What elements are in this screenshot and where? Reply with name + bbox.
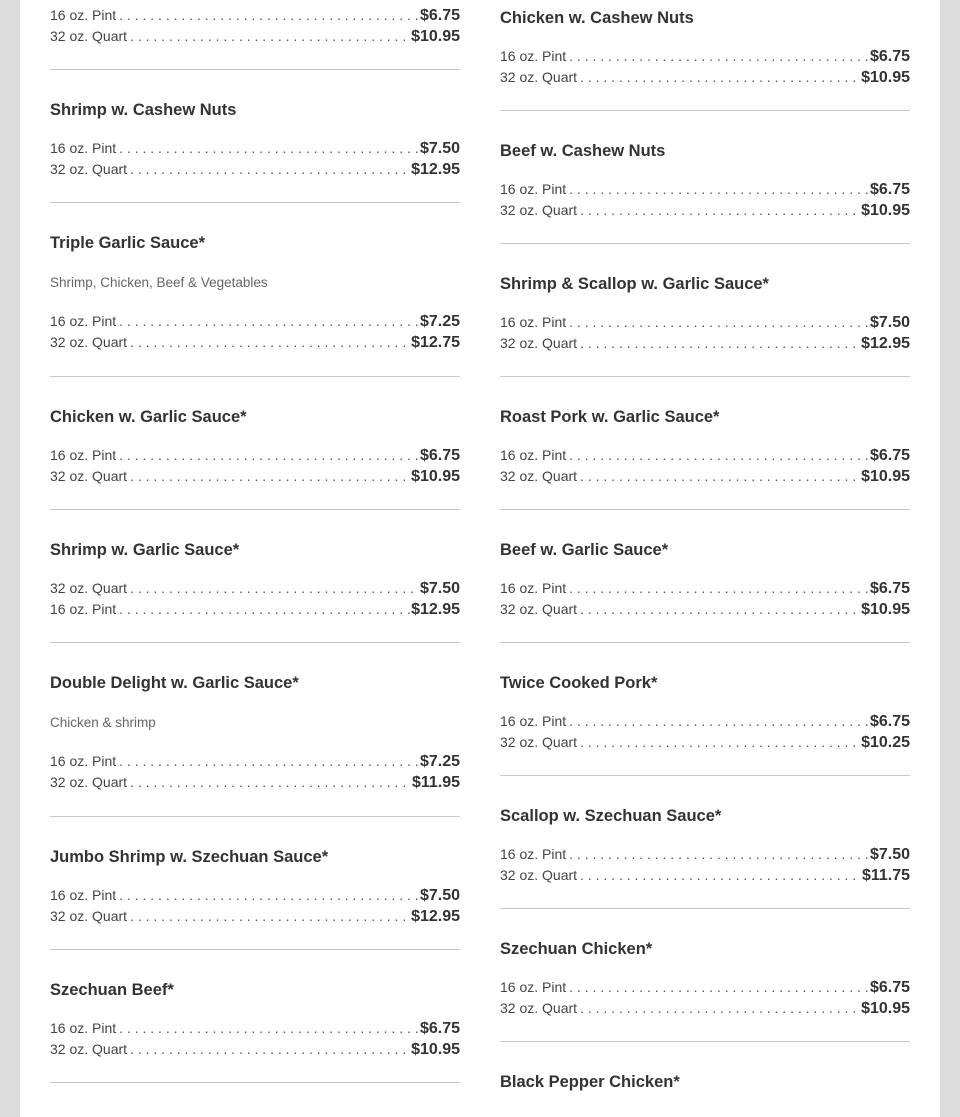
divider (500, 642, 910, 643)
price: $12.95 (861, 335, 910, 352)
size-label: 16 oz. Pint (50, 447, 117, 463)
item-title: Roast Pork w. Garlic Sauce* (500, 408, 720, 426)
size-label: 32 oz. Quart (50, 580, 128, 596)
item-description: Chicken & shrimp (50, 715, 156, 730)
price-row (500, 202, 910, 223)
price-row (500, 314, 910, 335)
price: $10.95 (861, 601, 910, 618)
price-row (50, 161, 460, 182)
price-row (50, 887, 460, 908)
price: $7.50 (419, 580, 460, 597)
size-label: 16 oz. Pint (50, 887, 117, 903)
size-label: 32 oz. Quart (50, 334, 128, 350)
size-label: 16 oz. Pint (500, 979, 567, 995)
price-row (500, 181, 910, 202)
price-row (500, 48, 910, 69)
price-row (50, 1020, 460, 1041)
menu-item (50, 407, 460, 489)
price: $12.95 (411, 601, 460, 618)
price-row (50, 28, 460, 49)
menu-item (500, 540, 910, 622)
price-row (500, 846, 910, 867)
size-label: 16 oz. Pint (50, 140, 117, 156)
price: $7.50 (869, 314, 910, 331)
price-row (500, 979, 910, 1000)
menu-item (500, 1072, 910, 1092)
divider (500, 509, 910, 510)
price: $10.95 (411, 468, 460, 485)
item-title: Beef w. Cashew Nuts (500, 142, 666, 160)
size-label: 32 oz. Quart (50, 468, 128, 484)
price: $6.75 (419, 7, 460, 24)
price-row (500, 580, 910, 601)
price-row (50, 140, 460, 161)
divider (500, 376, 910, 377)
size-label: 32 oz. Quart (500, 335, 578, 351)
price: $12.95 (411, 908, 460, 925)
menu-item (500, 8, 910, 90)
price-row (500, 867, 910, 888)
item-description: Shrimp, Chicken, Beef & Vegetables (50, 275, 268, 290)
item-title: Shrimp w. Cashew Nuts (50, 101, 237, 119)
price: $11.75 (861, 867, 910, 884)
price: $7.25 (419, 313, 460, 330)
price: $10.95 (861, 468, 910, 485)
price: $10.95 (411, 28, 460, 45)
price-row (500, 468, 910, 489)
price-row (50, 447, 460, 468)
size-label: 16 oz. Pint (500, 314, 567, 330)
size-label: 32 oz. Quart (500, 734, 578, 750)
menu-page (20, 0, 940, 1117)
price-row (50, 774, 460, 795)
price: $6.75 (869, 580, 910, 597)
price-row (50, 580, 460, 601)
size-label: 32 oz. Quart (500, 867, 578, 883)
size-label: 16 oz. Pint (500, 846, 567, 862)
item-title: Szechuan Beef* (50, 981, 174, 999)
menu-item (500, 673, 910, 755)
size-label: 32 oz. Quart (500, 202, 578, 218)
price: $7.25 (419, 753, 460, 770)
price-row (50, 468, 460, 489)
menu-item (500, 939, 910, 1021)
price: $7.50 (419, 140, 460, 157)
price: $10.95 (861, 69, 910, 86)
item-title: Black Pepper Chicken* (500, 1073, 680, 1091)
divider (50, 1082, 460, 1083)
price-row (500, 601, 910, 622)
price-row (500, 1000, 910, 1021)
item-title: Szechuan Chicken* (500, 940, 653, 958)
price: $10.25 (861, 734, 910, 751)
divider (500, 110, 910, 111)
size-label: 32 oz. Quart (50, 161, 128, 177)
size-label: 16 oz. Pint (50, 601, 117, 617)
item-title: Scallop w. Szechuan Sauce* (500, 807, 722, 825)
menu-item (500, 274, 910, 356)
price: $6.75 (419, 447, 460, 464)
price: $7.50 (869, 846, 910, 863)
item-title: Shrimp w. Garlic Sauce* (50, 541, 240, 559)
price-row (50, 1041, 460, 1062)
menu-item (50, 7, 460, 49)
divider (50, 202, 460, 203)
price-row (500, 335, 910, 356)
price: $10.95 (861, 202, 910, 219)
size-label: 16 oz. Pint (50, 7, 117, 23)
price-row (50, 313, 460, 334)
price: $12.95 (411, 161, 460, 178)
item-title: Chicken w. Cashew Nuts (500, 9, 694, 27)
divider (500, 243, 910, 244)
size-label: 16 oz. Pint (500, 580, 567, 596)
size-label: 16 oz. Pint (500, 713, 567, 729)
menu-item (50, 673, 460, 795)
price: $6.75 (869, 447, 910, 464)
divider (50, 949, 460, 950)
price: $12.75 (411, 334, 460, 351)
price-row (50, 601, 460, 622)
item-title: Triple Garlic Sauce* (50, 234, 205, 252)
menu-item (500, 806, 910, 888)
item-title: Chicken w. Garlic Sauce* (50, 408, 247, 426)
divider (50, 816, 460, 817)
divider (50, 69, 460, 70)
divider (500, 1041, 910, 1042)
divider (50, 642, 460, 643)
menu-item (50, 233, 460, 355)
price: $7.50 (419, 887, 460, 904)
size-label: 32 oz. Quart (500, 468, 578, 484)
item-title: Twice Cooked Pork* (500, 674, 658, 692)
price: $11.95 (411, 774, 460, 791)
size-label: 32 oz. Quart (50, 774, 128, 790)
price-row (500, 69, 910, 90)
divider (500, 775, 910, 776)
item-title: Beef w. Garlic Sauce* (500, 541, 669, 559)
menu-item (50, 847, 460, 929)
price: $6.75 (869, 979, 910, 996)
size-label: 32 oz. Quart (50, 908, 128, 924)
price: $6.75 (869, 181, 910, 198)
size-label: 32 oz. Quart (500, 69, 578, 85)
size-label: 16 oz. Pint (50, 313, 117, 329)
size-label: 16 oz. Pint (500, 48, 567, 64)
price-row (50, 908, 460, 929)
size-label: 16 oz. Pint (50, 1020, 117, 1036)
menu-item (50, 540, 460, 622)
divider (50, 509, 460, 510)
price: $6.75 (419, 1020, 460, 1037)
divider (500, 908, 910, 909)
size-label: 32 oz. Quart (50, 28, 128, 44)
divider (50, 376, 460, 377)
price-row (50, 334, 460, 355)
price-row (500, 713, 910, 734)
menu-item (50, 100, 460, 182)
size-label: 32 oz. Quart (500, 601, 578, 617)
price-row (50, 753, 460, 774)
price-row (50, 7, 460, 28)
price-row (500, 447, 910, 468)
item-title: Shrimp & Scallop w. Garlic Sauce* (500, 275, 769, 293)
menu-item (500, 407, 910, 489)
size-label: 16 oz. Pint (50, 753, 117, 769)
price: $6.75 (869, 48, 910, 65)
item-title: Double Delight w. Garlic Sauce* (50, 674, 299, 692)
menu-item (50, 980, 460, 1062)
price: $10.95 (861, 1000, 910, 1017)
price: $10.95 (411, 1041, 460, 1058)
size-label: 16 oz. Pint (500, 181, 567, 197)
size-label: 32 oz. Quart (500, 1000, 578, 1016)
price: $6.75 (869, 713, 910, 730)
menu-item (500, 141, 910, 223)
price-row (500, 734, 910, 755)
item-title: Jumbo Shrimp w. Szechuan Sauce* (50, 848, 329, 866)
size-label: 16 oz. Pint (500, 447, 567, 463)
size-label: 32 oz. Quart (50, 1041, 128, 1057)
